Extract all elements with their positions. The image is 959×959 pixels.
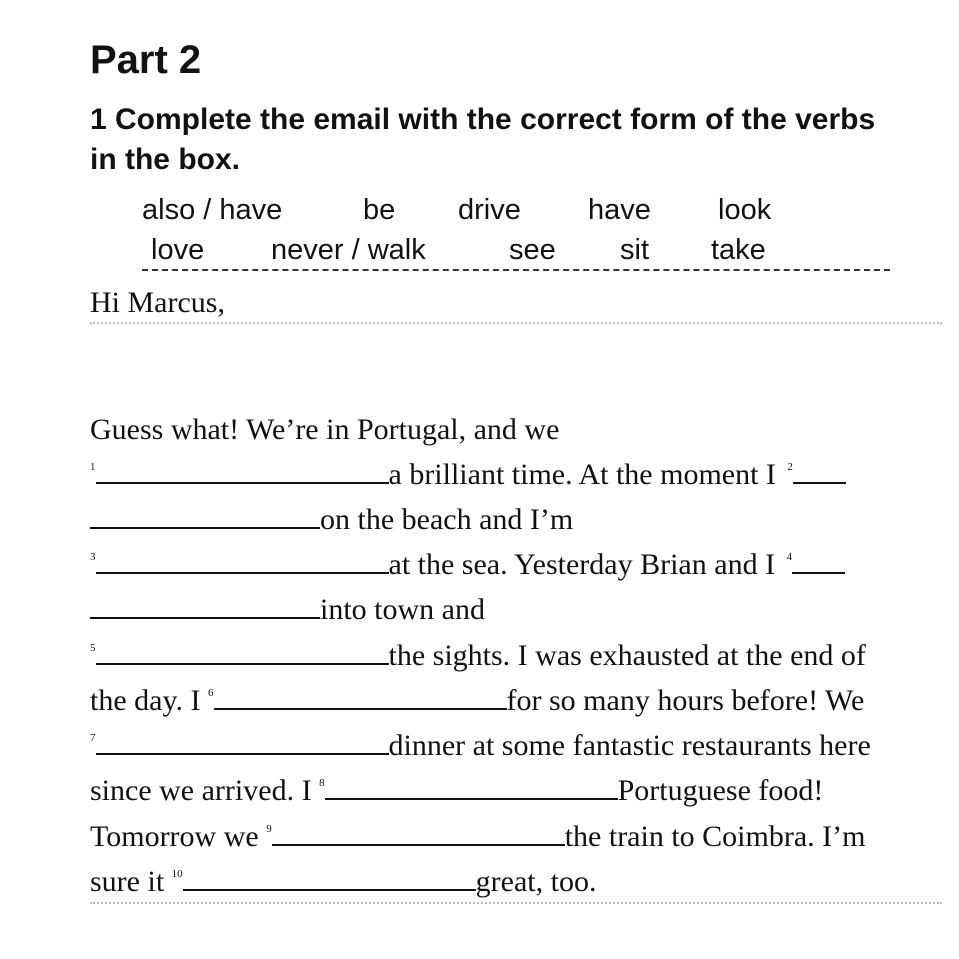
verb-box [142,192,890,271]
verb-box-word: drive [458,194,521,226]
email-text: Tomorrow we [90,820,259,853]
email-line: 3 at the sea. Yesterday Brian and I 4 [90,546,845,584]
email-text: Guess what! We’re in Portugal, and we [90,413,560,446]
answer-gap-6[interactable] [214,682,507,710]
verb-box-word: take [711,234,766,266]
email-line: 7 dinner at some fantastic restaurants here [90,729,871,762]
answer-gap-1[interactable] [96,456,389,484]
answer-gap-3[interactable] [96,546,389,574]
verb-box-word: look [718,194,772,226]
email-line: Tomorrow we 9 the train to Coimbra. I’m [90,820,866,853]
email-line: since we arrived. I 8 Portuguese food! [90,774,824,807]
email-text: at the sea. Yesterday Brian and I [388,548,776,581]
answer-gap-4-continued[interactable] [90,591,320,619]
email-line: 5 the sights. I was exhausted at the end of [90,639,866,672]
answer-gap-9[interactable] [272,818,565,846]
verb-box-word: also / have [142,194,283,226]
answer-gap-7[interactable] [96,727,389,755]
answer-gap-2[interactable] [793,456,846,484]
email-line [90,411,559,449]
answer-gap-8[interactable] [325,772,618,800]
verb-box-word: sit [620,234,649,266]
divider [90,902,942,904]
email-line: the day. I 6 for so many hours before! We [90,684,865,717]
part-title: Part 2 [90,38,202,82]
email-text: dinner at some fantastic restaurants here [388,729,871,762]
email-line [90,501,573,539]
verb-box-word: have [588,194,651,226]
exercise-instruction: 1 Complete the email with the correct form of the verbs in the box. [90,103,876,176]
verb-box-word: be [363,194,396,226]
email-text: the train to Coimbra. I’m [564,820,866,853]
verb-box-word: see [509,234,556,266]
verb-box-word: never / walk [271,234,426,266]
email-line [90,591,485,629]
email-text: into town and [320,593,485,626]
email-text: for so many hours before! We [506,684,865,717]
email-text: Portuguese food! [617,774,824,807]
answer-gap-10[interactable] [183,863,476,891]
email-text: the day. I [90,684,201,717]
email-line: sure it 10 great, too. [90,865,597,898]
email-text: sure it [90,865,165,898]
email-text: a brilliant time. At the moment I [388,458,776,491]
email-text: since we arrived. I [90,774,312,807]
email-text: the sights. I was exhausted at the end of [388,639,866,672]
email-text: great, too. [475,865,597,898]
answer-gap-4[interactable] [792,546,845,574]
answer-gap-5[interactable] [96,637,389,665]
email-line: 1 a brilliant time. At the moment I 2 [90,456,846,494]
answer-gap-2-continued[interactable] [90,501,320,529]
email-text: on the beach and I’m [320,503,574,536]
verb-box-word: love [151,234,205,266]
email-greeting: Hi Marcus, [90,286,225,319]
divider [90,322,942,324]
